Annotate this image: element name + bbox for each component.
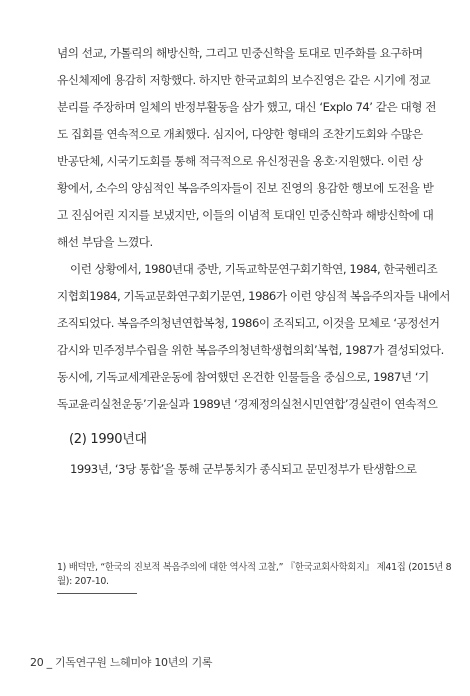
text-line: 동시에, 기독교세계관운동에 참여했던 온건한 인물들을 중심으로, 1987년 ‘기 bbox=[57, 370, 429, 384]
text-line: 유신체제에 용감히 저항했다. 하지만 한국교회의 보수진영은 같은 시기에 정교 bbox=[57, 73, 431, 87]
page-footer bbox=[30, 654, 212, 670]
section-heading: (2) 1990년대 bbox=[69, 432, 147, 447]
text-line: 감시와 민주정부수립을 위한 복음주의청년학생협의회’복협, 1987가 결성되었다. bbox=[57, 343, 444, 357]
text-line: 이런 상황에서, 1980년대 중반, 기독교학문연구회기학연, 1984, 한국헨리조 bbox=[70, 262, 438, 276]
text-line: 독교윤리실천운동’기윤실과 1989년 ‘경제정의실천시민연합’경실련이 연속적으 bbox=[57, 397, 438, 411]
text-line: 조직되었다. 복음주의청년연합복청, 1986이 조직되고, 이것을 모체로 ‘공정선거 bbox=[57, 316, 440, 330]
running-title: _ 기독연구원 느헤미야 10년의 기록 bbox=[46, 656, 213, 669]
text-line: 도 집회를 연속적으로 개최했다. 심지어, 다양한 형태의 조찬기도회와 수많은 bbox=[57, 127, 423, 141]
text-line: 1993년, ‘3당 통합’을 통해 군부통치가 종식되고 문민정부가 탄생함으로 bbox=[70, 462, 417, 476]
page-number: 20 bbox=[30, 656, 44, 669]
footnote-line: 월): 207-10. bbox=[57, 576, 109, 587]
text-line: 고 진심어린 지지를 보냈지만, 이들의 이념적 토대인 민중신학과 해방신학에 대 bbox=[57, 208, 434, 222]
text-line: 지협회1984, 기독교문화연구회기문연, 1986가 이런 양심적 복음주의자들 내에서 bbox=[57, 289, 451, 303]
text-line: 분리를 주장하며 일체의 반정부활동을 삼가 했고, 대신 ‘Explo 74’ 같은 대형 전 bbox=[57, 100, 436, 114]
text-line: 황에서, 소수의 양심적인 복음주의자들이 진보 진영의 용감한 행보에 도전을 받 bbox=[57, 181, 434, 195]
footnote-divider bbox=[57, 593, 137, 594]
text-line: 반공단체, 시국기도회를 통해 적극적으로 유신정권을 옹호·지원했다. 이런 상 bbox=[57, 154, 423, 168]
text-line: 해선 부담을 느꼈다. bbox=[57, 235, 153, 249]
footnote-line: 1) 배덕만, “한국의 진보적 복음주의에 대한 역사적 고찰,” 『한국교회사학회지』 제41집 (2015년 8 bbox=[57, 562, 452, 573]
text-line: 념의 선교, 가톨릭의 해방신학, 그리고 민중신학을 토대로 민주화를 요구하며 bbox=[57, 46, 423, 60]
